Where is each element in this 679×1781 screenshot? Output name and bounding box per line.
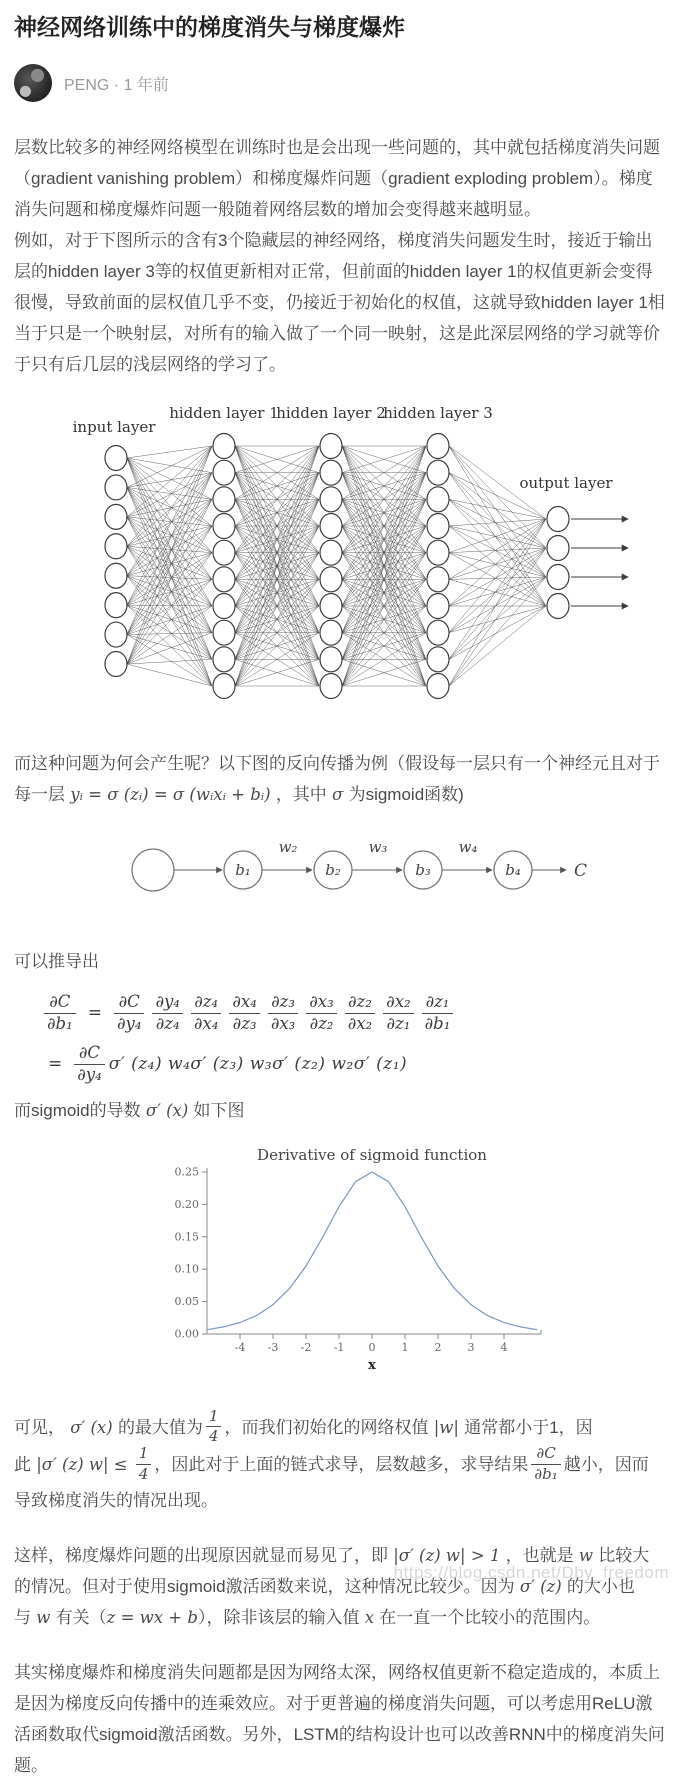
neuron-node (213, 434, 235, 459)
chart-title: Derivative of sigmoid function (257, 1145, 487, 1164)
chain-node-label: b₃ (415, 861, 431, 879)
inline-fraction: $\frac{1}{4}$ (136, 1445, 152, 1483)
weight-label: w₂ (278, 838, 298, 856)
paragraph-vanishing: 可见， σ′ (x) 的最大值为 $\frac{1}{4}$ ，而我们初始化的网络权值 |w| 通常都小于1，因此 |σ′ (z) w| ≤ $\frac{1}{4}$ ，因此对于上面的链式求导，层数越多，求导结果 $\frac{\partial C}{\text{∂b₁}}$ 越小，因而导致梯度消失的情况出现。 (14, 1406, 649, 1510)
neuron-node (427, 487, 449, 512)
inline-fraction: $\frac{\partial C}{\text{∂y₄}}$ (114, 993, 144, 1034)
inline-math: z = wx + b (106, 1607, 198, 1627)
x-tick-label: -3 (267, 1340, 279, 1354)
neuron-node (320, 514, 342, 539)
chain-diagram-svg (122, 828, 602, 912)
inline-fraction: $\frac{\text{∂x₄}}{\text{∂z₃}}$ (229, 993, 259, 1034)
neuron-node (213, 567, 235, 592)
inline-math: σ′ (x) (140, 1100, 194, 1120)
inline-math: σ (326, 785, 349, 804)
neuron-node (105, 504, 127, 529)
inline-math: |σ′ (z) w| > 1 (388, 1545, 506, 1565)
neuron-node (320, 487, 342, 512)
chain-node (132, 849, 174, 891)
nn-diagram-svg (66, 404, 660, 700)
neuron-node (547, 536, 569, 561)
label-hidden-layer-2: hidden layer 2 (276, 404, 386, 422)
inline-fraction: $\frac{\text{∂z₄}}{\text{∂x₄}}$ (191, 993, 221, 1034)
x-tick-label: -4 (234, 1340, 246, 1354)
sigmoid-chart-svg (162, 1142, 554, 1376)
y-tick-label: 0.20 (174, 1197, 199, 1211)
neuron-node (213, 487, 235, 512)
inline-math: yᵢ = σ (zᵢ) = σ (wᵢxᵢ + bᵢ) (65, 785, 276, 804)
inline-fraction: $\frac{\text{∂z₁}}{\text{∂b₁}}$ (422, 993, 454, 1034)
inline-math: σ′ (z) (514, 1576, 567, 1596)
inline-fraction: $\frac{\text{∂x₂}}{\text{∂z₁}}$ (383, 993, 413, 1034)
neuron-node (427, 567, 449, 592)
sigmoid-derivative-figure (162, 1142, 665, 1386)
neuron-node (427, 594, 449, 619)
inline-math: |w| (428, 1418, 465, 1438)
neural-network-figure (66, 404, 665, 710)
label-input-layer: input layer (72, 418, 156, 436)
inline-math: x (359, 1607, 380, 1627)
paragraph-derive-lead: 可以推导出 (14, 952, 99, 971)
neuron-node (427, 514, 449, 539)
derivation-formula (40, 993, 665, 1085)
inline-math: |σ′ (z) w| ≤ (31, 1455, 133, 1475)
chain-node-label: b₄ (505, 861, 521, 879)
csdn-watermark: https://blog.csdn.net/Dby_freedom (393, 1563, 669, 1582)
neuron-node (105, 475, 127, 500)
formula-line-1: $\frac{\partial C}{\text{∂b₁}}$ = $\frac{\partial C}{\text{∂y₄}}$ $\frac{\text{∂y₄}}{\text{∂z₄}}$ $\frac{\text{∂z₄}}{\text{∂x₄}}$ $\frac{\text{∂x₄}}{\text{∂z₃}}$ $\frac{\text{∂z₃}}{\text{∂x₃}}$ $\frac{\text{∂x₃}}{\text{∂z₂}}$ $\frac{\text{∂z₂}}{\text{∂x₂}}$ $\frac{\text{∂x₂}}{\text{∂z₁}}$ $\frac{\text{∂z₁}}{\text{∂b₁}}$ (40, 993, 665, 1034)
neuron-node (427, 647, 449, 672)
neuron-node (320, 540, 342, 565)
inline-fraction: $\frac{\partial C}{\text{∂y₄}}$ (74, 1044, 104, 1085)
neuron-node (320, 620, 342, 645)
x-tick-label: 2 (434, 1340, 442, 1354)
neuron-node (213, 460, 235, 485)
neuron-node (213, 594, 235, 619)
neuron-node (213, 647, 235, 672)
neuron-node (427, 460, 449, 485)
neuron-node (105, 534, 127, 559)
weight-label: w₄ (458, 838, 478, 856)
inline-math: w (573, 1545, 599, 1565)
neuron-node (105, 593, 127, 618)
x-tick-label: 0 (368, 1340, 376, 1354)
inline-fraction: $\frac{\text{∂z₃}}{\text{∂x₃}}$ (268, 993, 298, 1034)
x-tick-label: 1 (401, 1340, 409, 1354)
label-output-layer: output layer (519, 474, 613, 492)
article-body (14, 132, 665, 1781)
inline-fraction: $\frac{\text{∂z₂}}{\text{∂x₂}}$ (345, 993, 375, 1034)
paragraph-exploding: 这样，梯度爆炸问题的出现原因就显而易见了，即 |σ′ (z) w| > 1 ，也就是 w 比较大的情况。但对于使用sigmoid激活函数来说，这种情况比较少。因为 σ′ (z) 的大小也与 w 有关（z = wx + b），除非该层的输入值 x 在一直一个比较小的范围内。 (14, 1545, 650, 1627)
neuron-node (320, 460, 342, 485)
neuron-node (547, 594, 569, 619)
neuron-node (213, 514, 235, 539)
neuron-node (320, 434, 342, 459)
label-hidden-layer-3: hidden layer 3 (383, 404, 493, 422)
label-hidden-layer-1: hidden layer 1 (169, 404, 279, 422)
y-tick-label: 0.00 (174, 1327, 199, 1341)
inline-fraction: $\frac{\text{∂x₃}}{\text{∂z₂}}$ (306, 993, 336, 1034)
neuron-node (105, 652, 127, 677)
neuron-node (320, 594, 342, 619)
neuron-node (427, 540, 449, 565)
chain-figure (122, 828, 665, 922)
neuron-node (320, 647, 342, 672)
author-row (14, 64, 665, 102)
neuron-node (320, 567, 342, 592)
inline-fraction: $\frac{\text{∂y₄}}{\text{∂z₄}}$ (152, 993, 182, 1034)
inline-math: σ′ (x) (65, 1418, 118, 1438)
x-axis-label: x (368, 1357, 376, 1373)
formula-product-terms: σ′ (z₄) w₄σ′ (z₃) w₃σ′ (z₂) w₂σ′ (z₁) (108, 1053, 408, 1074)
formula-line-2: = $\frac{\partial C}{\text{∂y₄}}$ σ′ (z₄) w₄σ′ (z₃) w₃σ′ (z₂) w₂σ′ (z₁) (48, 1042, 408, 1084)
neuron-node (213, 620, 235, 645)
y-tick-label: 0.05 (174, 1294, 199, 1308)
paragraph-conclusion: 其实梯度爆炸和梯度消失问题都是因为网络太深，网络权值更新不稳定造成的，本质上是因为梯度反向传播中的连乘效应。对于更普遍的梯度消失问题，可以考虑用ReLU激活函数取代sigmoid激活函数。另外，LSTM的结构设计也可以改善RNN中的梯度消失问题。 (14, 1662, 665, 1775)
meta-separator: · (113, 76, 120, 94)
author-meta (64, 72, 169, 95)
neuron-node (105, 446, 127, 471)
neuron-node (213, 540, 235, 565)
neuron-node (320, 674, 342, 699)
page-title: 神经网络训练中的梯度消失与梯度爆炸 (14, 14, 405, 40)
neuron-node (105, 563, 127, 588)
inline-math: w (31, 1607, 56, 1627)
neuron-node (427, 620, 449, 645)
x-tick-label: 4 (500, 1340, 508, 1354)
neuron-node (427, 674, 449, 699)
paragraph-sigmoid-lead: 而sigmoid的导数 σ′ (x) 如下图 (14, 1100, 245, 1120)
neuron-node (547, 565, 569, 590)
y-tick-label: 0.25 (174, 1165, 199, 1179)
weight-label: w₃ (368, 838, 388, 856)
paragraph-intro: 层数比较多的神经网络模型在训练时也是会出现一些问题的，其中就包括梯度消失问题（gradient vanishing problem）和梯度爆炸问题（gradient exploding problem）。梯度消失问题和梯度爆炸问题一般随着网络层数的增加会变得越来越明显。 (14, 138, 660, 219)
x-tick-label: 3 (467, 1340, 475, 1354)
neuron-node (547, 507, 569, 532)
neuron-node (105, 622, 127, 647)
y-tick-label: 0.15 (174, 1230, 199, 1244)
neuron-node (213, 674, 235, 699)
publish-time: 1 年前 (123, 76, 169, 94)
author-avatar[interactable] (14, 64, 52, 102)
y-tick-label: 0.10 (174, 1262, 199, 1276)
neuron-node (427, 434, 449, 459)
paragraph-example: 例如，对于下图所示的含有3个隐藏层的神经网络，梯度消失问题发生时，接近于输出层的hidden layer 3等的权值更新相对正常，但前面的hidden layer 1的权值更新会变得很慢，导致前面的层权值几乎不变，仍接近于初始化的权值，这就导致hidden layer 1相当于只是一个映射层，对所有的输入做了一个同一映射，这是此深层网络的学习就等价于只有后几层的浅层网络的学习了。 (14, 231, 665, 374)
inline-fraction: $\frac{\partial C}{\text{∂b₁}}$ (44, 993, 76, 1034)
cost-label: C (574, 861, 588, 881)
inline-fraction: $\frac{1}{4}$ (206, 1408, 222, 1446)
inline-fraction: $\frac{\partial C}{\text{∂b₁}}$ (531, 1445, 560, 1483)
chain-node-label: b₁ (235, 861, 251, 879)
chain-node-label: b₂ (325, 861, 341, 879)
x-tick-label: -2 (300, 1340, 312, 1354)
sigmoid-derivative-curve (207, 1172, 537, 1330)
author-name[interactable]: PENG (64, 76, 110, 94)
paragraph-backprop: 而这种问题为何会产生呢？以下图的反向传播为例（假设每一层只有一个神经元且对于每一层 yᵢ = σ (zᵢ) = σ (wᵢxᵢ + bᵢ) ，其中 σ 为sigmoid函数) (14, 754, 660, 804)
x-tick-label: -1 (333, 1340, 345, 1354)
